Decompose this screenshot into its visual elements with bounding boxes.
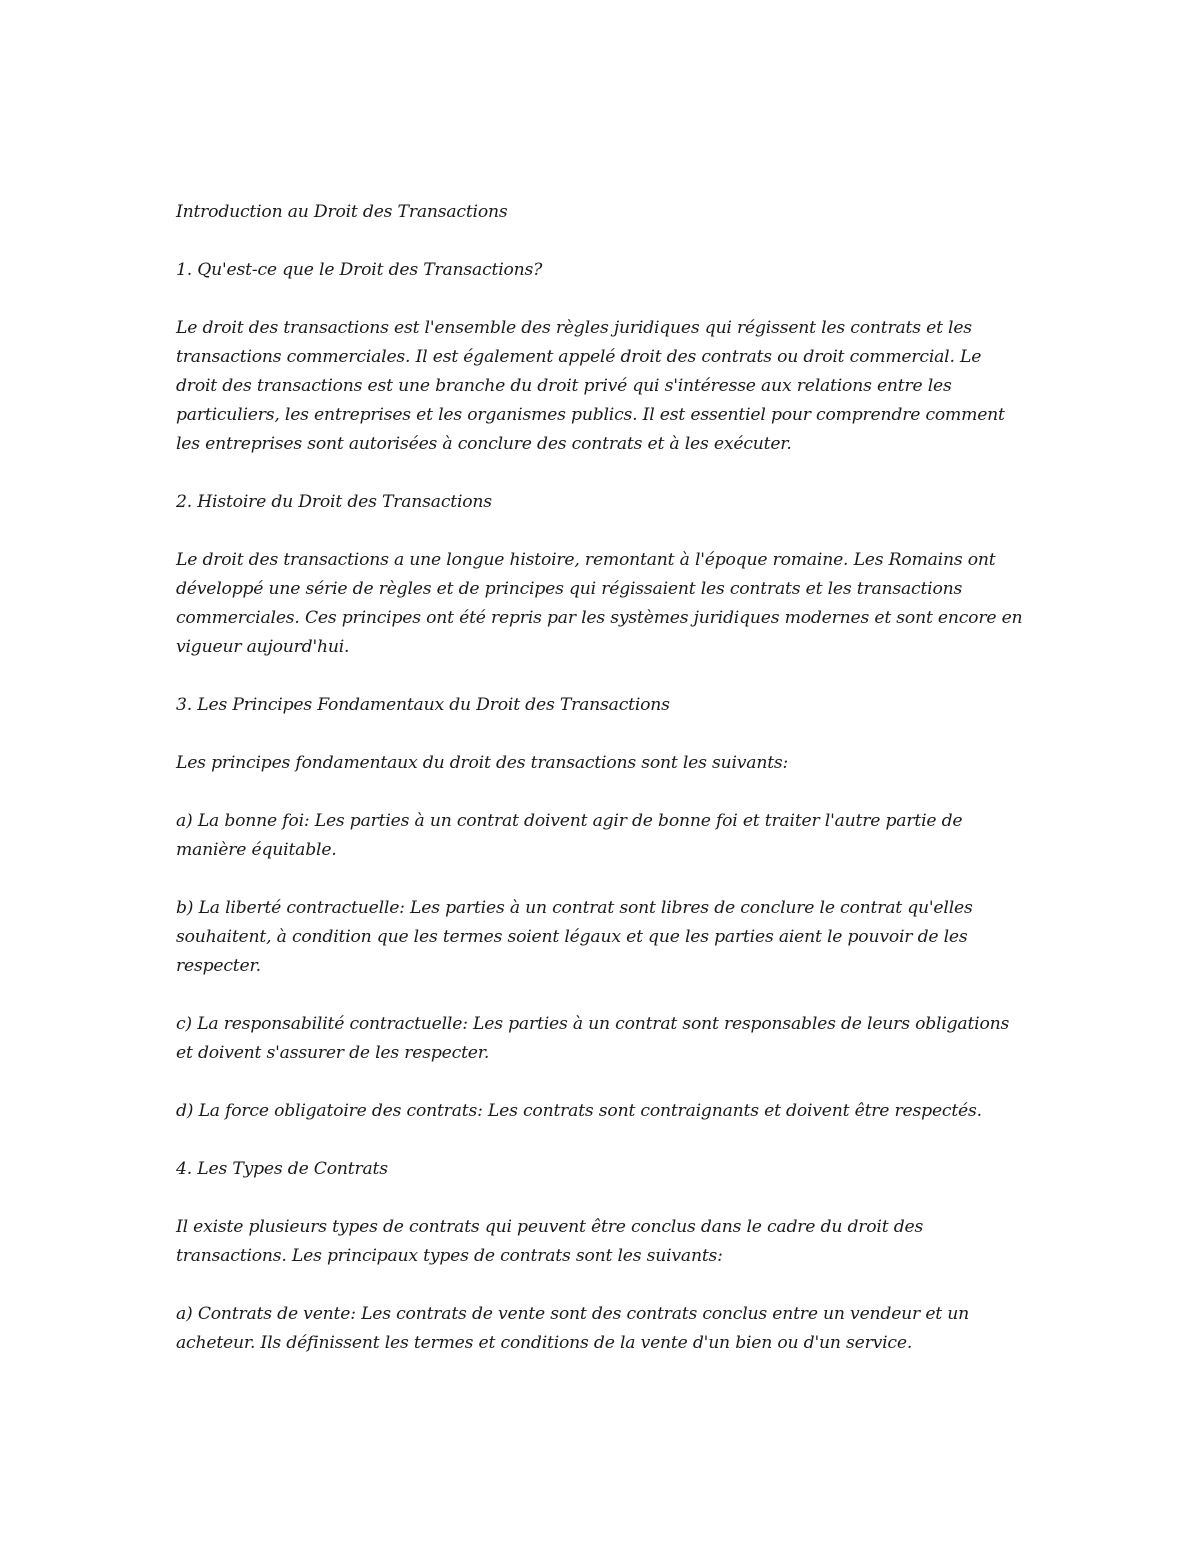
section-heading-1: 1. Qu'est-ce que le Droit des Transactions? [176,260,543,280]
document-title: Introduction au Droit des Transactions [176,202,508,222]
principle-item-c: c) La responsabilité contractuelle: Les parties à un contrat sont responsables de leurs obligations et doivent s'assurer de les respecter. [176,1014,1010,1063]
section-heading-2: 2. Histoire du Droit des Transactions [176,492,492,512]
paragraph-principles-intro: Les principes fondamentaux du droit des transactions sont les suivants: [176,753,789,773]
section-heading-4: 4. Les Types de Contrats [176,1159,388,1179]
contract-type-item-a: a) Contrats de vente: Les contrats de vente sont des contrats conclus entre un vendeur et un acheteur. Ils définissent les termes et conditions de la vente d'un bien ou d'un service. [176,1304,970,1353]
principle-item-a: a) La bonne foi: Les parties à un contrat doivent agir de bonne foi et traiter l'autre partie de manière équitable. [176,811,963,860]
paragraph-contract-types-intro: Il existe plusieurs types de contrats qui peuvent être conclus dans le cadre du droit des transactions. Les principaux types de contrats sont les suivants: [176,1217,924,1266]
principle-item-b: b) La liberté contractuelle: Les parties à un contrat sont libres de conclure le contrat qu'elles souhaitent, à condition que les termes soient légaux et que les parties aient le pouvoir de les respecter. [176,898,973,976]
section-heading-3: 3. Les Principes Fondamentaux du Droit des Transactions [176,695,670,715]
paragraph-history: Le droit des transactions a une longue histoire, remontant à l'époque romaine. Les Romains ont développé une série de règles et de principes qui régissaient les contrats et les transactions commerciales. Ces principes ont été repris par les systèmes juridiques modernes et sont encore en vigueur aujourd'hui. [176,550,1023,657]
document-body [176,198,1026,1387]
paragraph-definition: Le droit des transactions est l'ensemble des règles juridiques qui régissent les contrats et les transactions commerciales. Il est également appelé droit des contrats ou droit commercial. Le droit des transactions est une branche du droit privé qui s'intéresse aux relations entre les particuliers, les entreprises et les organismes publics. Il est essentiel pour comprendre comment les entreprises sont autorisées à conclure des contrats et à les exécuter. [176,318,1005,454]
principle-item-d: d) La force obligatoire des contrats: Les contrats sont contraignants et doivent être respectés. [176,1101,982,1121]
